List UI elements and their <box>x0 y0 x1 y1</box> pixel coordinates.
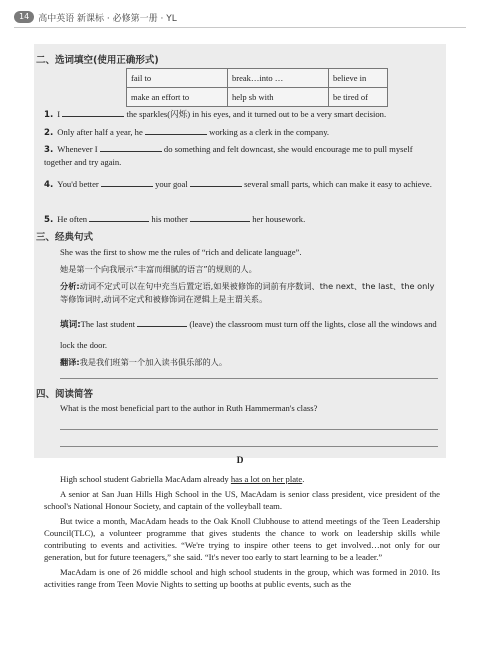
answer-blank[interactable] <box>145 125 207 135</box>
example-translation: 她是第一个向我展示“丰富而细腻的语言”的规则的人。 <box>60 264 257 274</box>
answer-blank[interactable] <box>62 107 124 117</box>
answer-blank[interactable] <box>89 212 149 222</box>
analysis-note <box>60 280 438 306</box>
page-number: 14 <box>14 11 34 23</box>
question-text: his mother <box>151 214 188 224</box>
answer-line[interactable] <box>60 378 438 379</box>
question-text: You'd better <box>57 179 99 189</box>
fill-text: (leave) the classroom must turn off the lights, close all the windows and lock the door. <box>60 319 437 350</box>
answer-blank[interactable] <box>137 317 187 327</box>
question-5 <box>44 212 440 226</box>
passage-letter: D <box>236 456 244 466</box>
question-number: 5. <box>44 215 54 225</box>
word-box-cell: break…into … <box>228 69 329 88</box>
section3-title: 三、经典句式 <box>36 232 94 243</box>
question-text: her housework. <box>252 214 306 224</box>
word-box <box>126 68 388 107</box>
question-text: Only after half a year, he <box>57 127 143 137</box>
answer-blank[interactable] <box>190 212 250 222</box>
article-paragraph: But twice a month, MacAdam heads to the Oak Knoll Clubhouse to attend meetings of the Teen Leadership Council(TLC), a volunteer programme that gives students the chance to work on leadership skills while contributing to events and activities. “We're trying to inspire other teens to get involved…not only for our generation, but for future teenagers,” she said. “It's never too early to start learning to be a leader.” <box>44 516 440 562</box>
answer-line[interactable] <box>60 429 438 430</box>
example-sentence: She was the first to show me the rules of “rich and delicate language”. <box>60 247 302 257</box>
paragraph-text: High school student Gabriella MacAdam already <box>60 474 231 484</box>
analysis-text: 动词不定式可以在句中充当后置定语,如果被修饰的词前有序数词、the next、the last、the only 等修饰词时,动词不定式和被修饰词在逻辑上是主谓关系。 <box>60 281 435 304</box>
article-body <box>44 473 440 590</box>
question-text: I <box>57 109 61 119</box>
analysis-label: 分析: <box>60 281 80 291</box>
question-number: 3. <box>44 145 54 155</box>
question-number: 4. <box>44 180 54 190</box>
section4-title: 四、阅读简答 <box>36 389 94 400</box>
fill-exercise <box>60 314 438 355</box>
question-2 <box>44 125 440 139</box>
question-text: the sparkles(闪烁) in his eyes, and it turned out to be a very smart decision. <box>126 109 387 119</box>
question-1 <box>44 107 440 121</box>
paragraph-text: . <box>302 474 305 484</box>
article-paragraph: A senior at San Juan Hills High School in the US, MacAdam is senior class president, vice president of the school's National Honour Society, and captain of the volleyball team. <box>44 489 440 511</box>
word-box-cell: help sb with <box>228 88 329 107</box>
translate-text: 我是我们班第一个加入读书俱乐部的人。 <box>79 357 228 367</box>
word-box-cell: be tired of <box>329 88 388 107</box>
reading-question: What is the most beneficial part to the author in Ruth Hammerman's class? <box>60 403 318 413</box>
underlined-phrase: has a lot on her plate <box>230 474 303 484</box>
book-title: 高中英语 新课标 · 必修第一册 · YL <box>38 13 177 24</box>
answer-blank[interactable] <box>190 177 242 187</box>
fill-text: The last student <box>80 319 136 329</box>
page-header <box>14 10 177 24</box>
fill-label: 填词: <box>60 320 81 330</box>
question-text: your goal <box>155 179 188 189</box>
answer-blank[interactable] <box>101 177 153 187</box>
word-box-cell: make an effort to <box>127 88 228 107</box>
question-number: 2. <box>44 128 54 138</box>
question-4 <box>44 177 440 191</box>
question-text: working as a clerk in the company. <box>209 127 330 137</box>
section2-title: 二、选词填空(使用正确形式) <box>36 55 159 66</box>
answer-line[interactable] <box>60 446 438 447</box>
question-number: 1. <box>44 110 54 120</box>
header-divider <box>14 27 466 28</box>
question-text: Whenever I <box>57 144 98 154</box>
translate-exercise <box>60 356 438 368</box>
word-box-cell: believe in <box>329 69 388 88</box>
translate-label: 翻译: <box>60 357 80 367</box>
article-paragraph <box>44 473 440 485</box>
word-box-cell: fail to <box>127 69 228 88</box>
question-3 <box>44 142 440 168</box>
question-text: several small parts, which can make it easy to achieve. <box>244 179 432 189</box>
answer-blank[interactable] <box>100 142 162 152</box>
question-text: do something and felt downcast, she would encourage me to pull myself together and try again. <box>44 144 413 167</box>
question-text: He often <box>57 214 88 224</box>
article-paragraph: MacAdam is one of 26 middle school and high school students in the group, which was formed in 2010. Its activities range from Teen Movie Nights to setting up booths at public events, such as the <box>44 567 440 589</box>
